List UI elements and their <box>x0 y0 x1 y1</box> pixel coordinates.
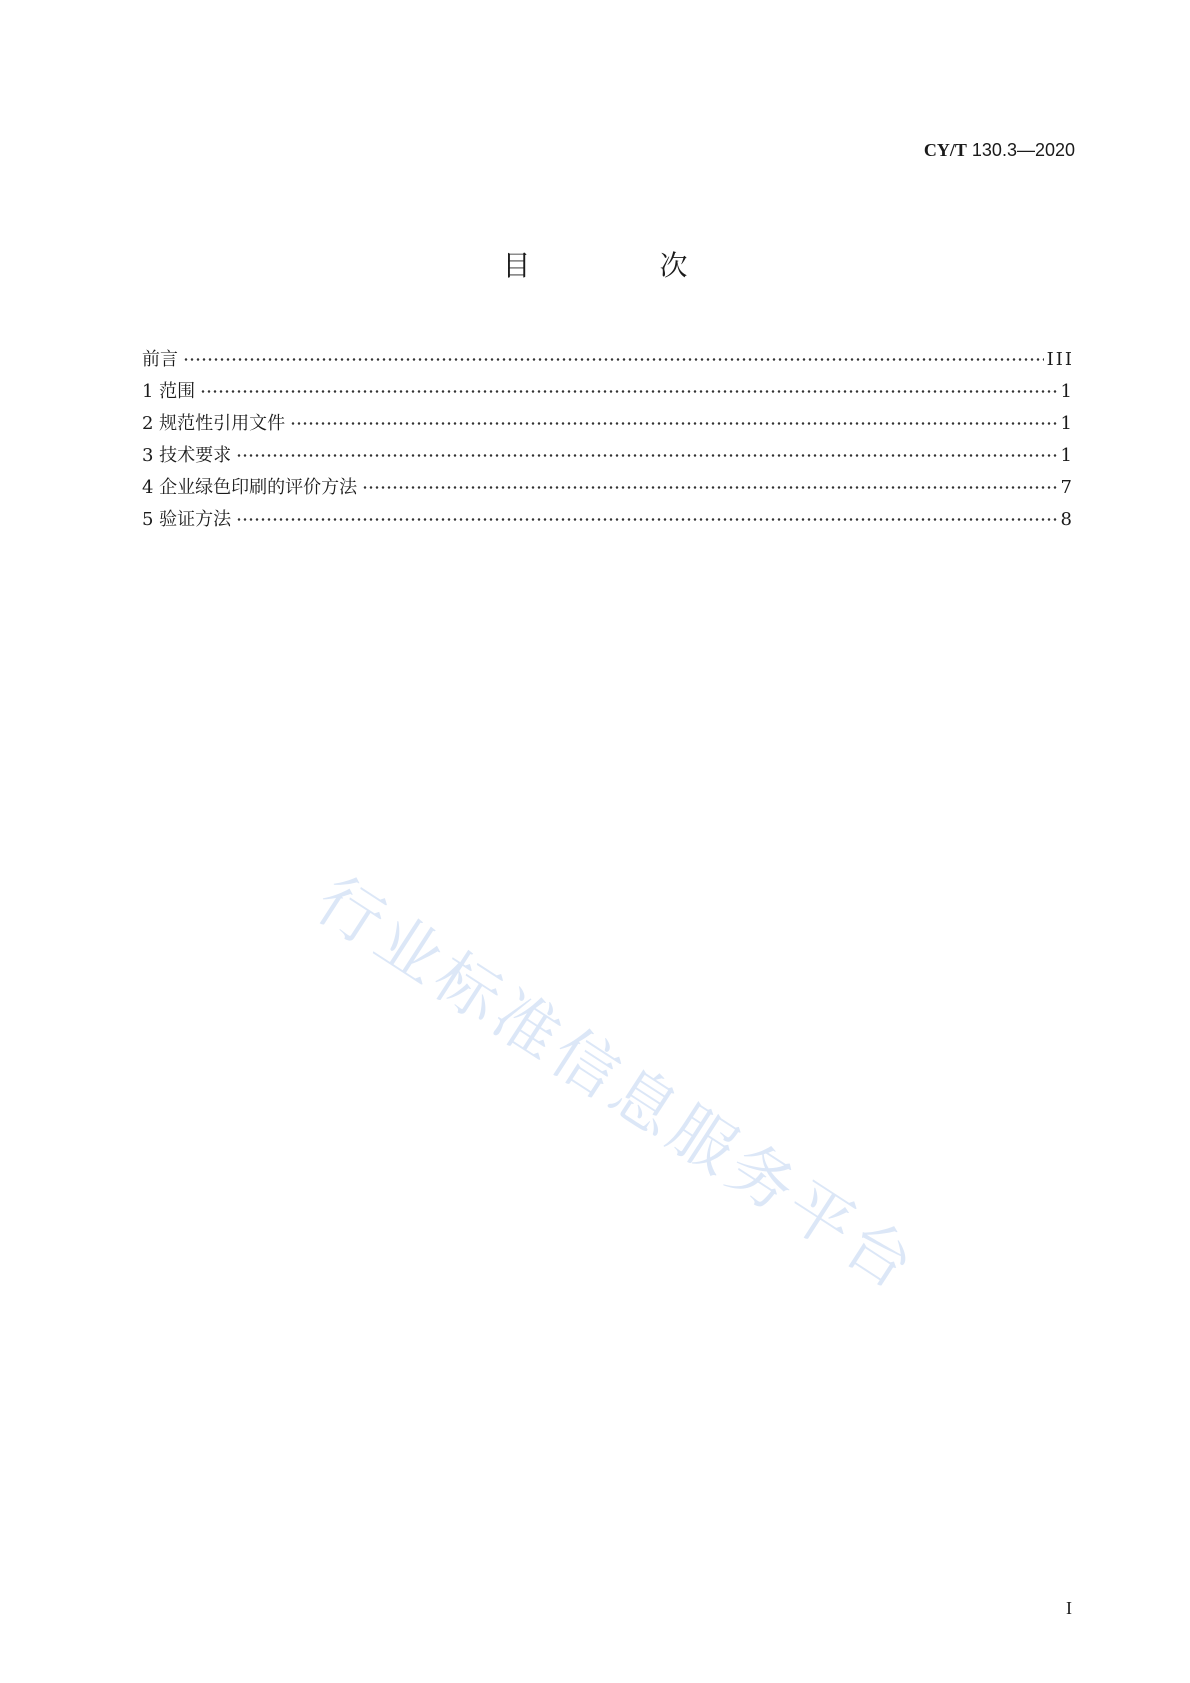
toc-entry-page: III <box>1046 349 1074 370</box>
toc-entry-evaluation-method[interactable] <box>142 472 1074 504</box>
toc-entry-page: 1 <box>1060 381 1074 402</box>
toc-entry-page: 1 <box>1060 445 1074 466</box>
toc-entry-label: 5 验证方法 <box>142 509 232 530</box>
page-number: I <box>1066 1598 1072 1618</box>
toc-entry-page: 1 <box>1060 413 1074 434</box>
toc-entry-verification-method[interactable] <box>142 504 1074 536</box>
toc-entry-label: 前言 <box>142 349 178 370</box>
dot-leader <box>183 358 1044 361</box>
dot-leader <box>290 422 1057 425</box>
toc-entry-scope[interactable] <box>142 376 1074 408</box>
toc-entry-label: 2 规范性引用文件 <box>142 413 286 434</box>
dot-leader <box>200 390 1057 393</box>
toc-entry-foreword[interactable] <box>142 344 1074 376</box>
toc-entry-page: 7 <box>1060 477 1074 498</box>
toc-entry-technical-requirements[interactable] <box>142 440 1074 472</box>
toc-entry-label: 3 技术要求 <box>142 445 232 466</box>
toc-entry-page: 8 <box>1060 509 1074 530</box>
standard-number-value: 130.3—2020 <box>971 140 1075 160</box>
table-of-contents <box>142 344 1074 536</box>
dot-leader <box>236 518 1057 521</box>
standard-number <box>924 140 1075 161</box>
dot-leader <box>236 454 1057 457</box>
dot-leader <box>362 486 1057 489</box>
watermark: 行业标准信息服务平台 <box>303 863 931 1307</box>
toc-entry-label: 4 企业绿色印刷的评价方法 <box>142 477 358 498</box>
toc-title: 目 次 <box>502 249 748 282</box>
toc-entry-normative-references[interactable] <box>142 408 1074 440</box>
standard-code: CY/T <box>923 140 967 160</box>
toc-entry-label: 1 范围 <box>142 381 196 402</box>
